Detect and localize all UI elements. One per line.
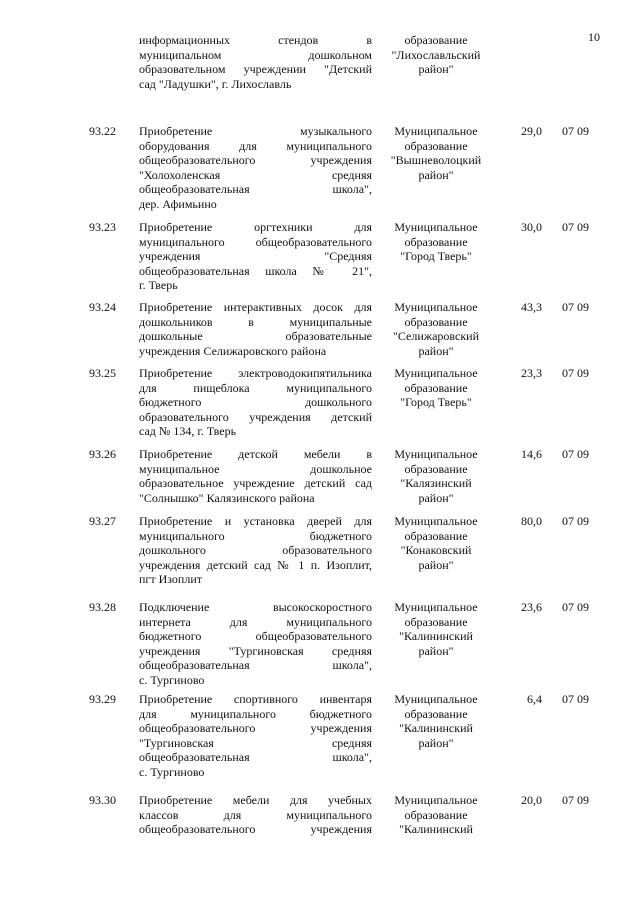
municipality-line: образование [404,461,468,476]
row-description [139,793,372,837]
description-line: классов для муниципального [139,807,372,822]
row-amount: 14,6 [521,447,542,461]
row-description [139,220,372,293]
municipality-line: образование [404,33,468,47]
municipality-line: Муниципальное [394,600,478,614]
municipality-line: "Город Тверь" [400,249,472,264]
municipality-line: Муниципальное [394,447,478,461]
municipality-line: образование [404,706,468,721]
description-line: Приобретение мебели для учебных [139,793,372,807]
row-municipality [382,692,490,750]
description-line: муниципальное дошкольное [139,461,372,476]
municipality-line: образование [404,380,468,395]
description-line: муниципального общеобразовательного [139,234,372,249]
municipality-line: "Вышневолоцкий [390,153,482,168]
municipality-line: район" [418,62,454,77]
description-line: общеобразовательная школа", [139,750,372,765]
description-line: сад № 134, г. Тверь [139,424,237,439]
description-line: бюджетного общеобразовательного [139,629,372,644]
row-amount: 80,0 [521,514,542,528]
description-line: общеобразовательного учреждения [139,153,372,168]
description-line: с. Тургиново [139,764,205,779]
row-amount: 23,6 [521,600,542,614]
row-amount: 43,3 [521,300,542,314]
description-line: Приобретение и установка дверей для [139,514,372,528]
row-number: 93.28 [89,600,116,614]
row-description [139,300,372,358]
municipality-line: район" [418,490,454,505]
municipality-line: район" [418,167,454,182]
municipality-line: район" [418,643,454,658]
row-code: 07 09 [562,366,589,380]
description-line: "Холохоленская средняя [139,167,372,182]
municipality-line: "Калининский [399,629,473,644]
description-line: Приобретение интерактивных досок для [139,300,372,314]
description-line: дошкольников в муниципальные [139,314,372,329]
description-line: общеобразовательного учреждения [139,721,372,736]
row-code: 07 09 [562,300,589,314]
row-amount: 30,0 [521,220,542,234]
municipality-line: Муниципальное [394,124,478,138]
page-number: 10 [588,30,600,44]
row-number: 93.29 [89,692,116,706]
row-amount: 29,0 [521,124,542,138]
description-line: дер. Афимьино [139,196,217,211]
row-amount: 23,3 [521,366,542,380]
description-line: для муниципального бюджетного [139,706,372,721]
description-line: общеобразовательного учреждения [139,822,372,837]
description-line: г. Тверь [139,278,178,293]
municipality-line: район" [418,735,454,750]
row-municipality [382,793,490,837]
description-line: общеобразовательная школа № 21", [139,263,372,278]
description-line: для пищеблока муниципального [139,380,372,395]
description-line: муниципального бюджетного [139,528,372,543]
description-line: Приобретение оргтехники для [139,220,372,234]
row-description [139,366,372,439]
description-line: учреждения "Средняя [139,249,372,264]
description-line: оборудования для муниципального [139,138,372,153]
municipality-line: "Калининский [399,721,473,736]
description-line: общеобразовательная школа", [139,658,372,673]
row-number: 93.24 [89,300,116,314]
municipality-line: "Конаковский [400,543,472,558]
municipality-line: образование [404,314,468,329]
row-municipality [382,514,490,572]
municipality-line: "Калязинский [400,476,472,491]
description-line: с. Тургиново [139,672,205,687]
row-description [139,124,372,212]
description-line: учреждения детский сад № 1 п. Изоплит, [139,557,372,572]
municipality-line: образование [404,807,468,822]
municipality-line: образование [404,528,468,543]
municipality-line: Муниципальное [394,366,478,380]
description-line: Подключение высокоскоростного [139,600,372,614]
row-amount: 6,4 [527,692,542,706]
row-amount: 20,0 [521,793,542,807]
description-line: муниципальном дошкольном [139,47,372,62]
row-description [139,600,372,688]
row-description [139,447,372,505]
municipality-line: "Селижаровский [393,329,479,344]
description-line: Приобретение детской мебели в [139,447,372,461]
row-code: 07 09 [562,793,589,807]
row-number: 93.22 [89,124,116,138]
row-number: 93.30 [89,793,116,807]
municipality-line: Муниципальное [394,692,478,706]
municipality-line: Муниципальное [394,300,478,314]
municipality-line: "Лихославльский [391,47,481,62]
municipality-line: Муниципальное [394,514,478,528]
description-line: пгт Изоплит [139,572,202,587]
description-line: бюджетного дошкольного [139,395,372,410]
description-line: дошкольного образовательного [139,543,372,558]
municipality-line: район" [418,343,454,358]
row-code: 07 09 [562,514,589,528]
row-number: 93.23 [89,220,116,234]
row-code: 07 09 [562,124,589,138]
row-municipality [382,447,490,505]
description-line: информационных стендов в [139,33,372,47]
description-line: Приобретение музыкального [139,124,372,138]
description-line: образовательное учреждение детский сад [139,476,372,491]
description-line: учреждения Селижаровского района [139,343,327,358]
municipality-line: образование [404,138,468,153]
municipality-line: район" [418,557,454,572]
municipality-line: образование [404,234,468,249]
row-number: 93.25 [89,366,116,380]
municipality-line: "Город Тверь" [400,395,472,410]
description-line: образовательном учреждении "Детский [139,62,372,77]
description-line: интернета для муниципального [139,614,372,629]
description-line: "Солнышко" Калязинского района [139,490,315,505]
row-code: 07 09 [562,447,589,461]
row-number: 93.26 [89,447,116,461]
row-municipality [382,300,490,358]
description-line: Приобретение электроводокипятильника [139,366,372,380]
row-description [139,514,372,587]
description-line: "Тургиновская средняя [139,735,372,750]
row-municipality [382,220,490,264]
description-line: дошкольные образовательные [139,329,372,344]
municipality-line: Муниципальное [394,220,478,234]
description-line: общеобразовательная школа", [139,182,372,197]
municipality-line: Муниципальное [394,793,478,807]
row-description [139,33,372,91]
row-code: 07 09 [562,692,589,706]
row-code: 07 09 [562,600,589,614]
description-line: образовательного учреждения детский [139,409,372,424]
row-municipality [382,33,490,77]
description-line: Приобретение спортивного инвентаря [139,692,372,706]
row-number: 93.27 [89,514,116,528]
row-municipality [382,600,490,658]
municipality-line: "Калининский [399,822,473,837]
description-line: учреждения "Тургиновская средняя [139,643,372,658]
row-municipality [382,124,490,182]
description-line: сад "Ладушки", г. Лихославль [139,76,292,91]
row-description [139,692,372,780]
municipality-line: образование [404,614,468,629]
row-municipality [382,366,490,410]
row-code: 07 09 [562,220,589,234]
